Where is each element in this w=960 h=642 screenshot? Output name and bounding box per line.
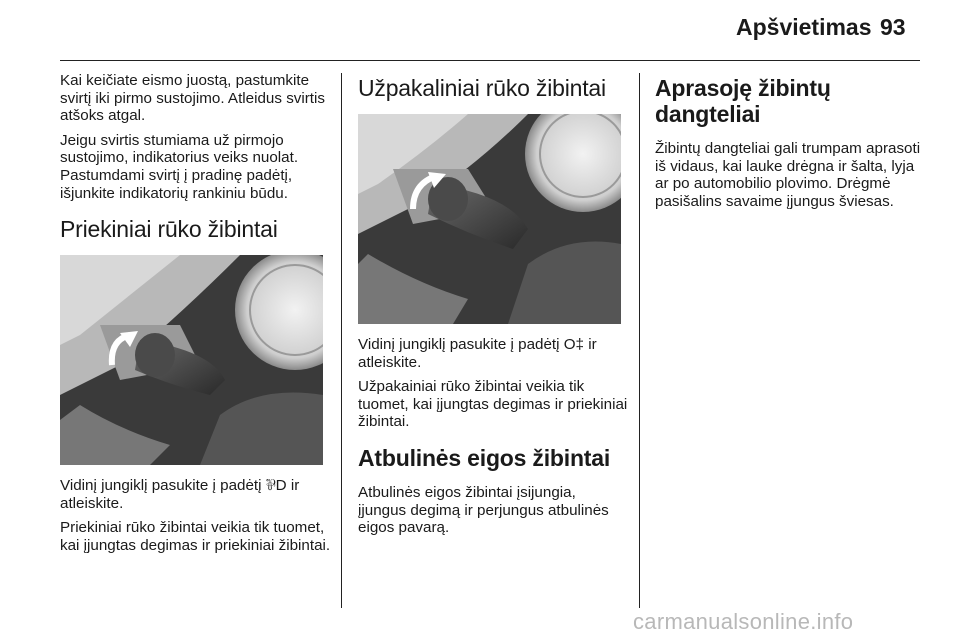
rear-fog-switch-photo (358, 114, 621, 324)
column-left (60, 72, 335, 562)
column-divider (341, 73, 342, 608)
paragraph: Vidinį jungiklį pasukite į padėtį O‡ ir atleiskite. (358, 336, 597, 371)
page-header (0, 0, 960, 60)
section-heading-misted-covers: Aprasoję žibintų dangteliai (655, 75, 831, 127)
section-heading-front-fog: Priekiniai rūko žibintai (60, 216, 278, 243)
paragraph: Užpakainiai rūko žibintai veikia tik tuomet, kai įjungtas degimas ir priekiniai žibintai. (358, 378, 628, 431)
section-heading-reversing-lights: Atbulinės eigos žibintai (358, 444, 611, 471)
column-divider (639, 73, 640, 608)
paragraph: Žibintų dangteliai gali trumpam aprasoti iš vidaus, kai lauke drėgna ir šalta, lyja ar po automobilio plovimo. Drėgmė pasišalins savaime įjungus šviesas. (655, 140, 921, 210)
watermark: carmanualsonline.info (633, 609, 854, 634)
paragraph: Vidinį jungiklį pasukite į padėtį ⅌D ir atleiskite. (60, 477, 300, 512)
paragraph: Priekiniai rūko žibintai veikia tik tuomet, kai įjungtas degimas ir priekiniai žibintai. (60, 519, 331, 554)
paragraph: Kai keičiate eismo juostą, pastumkite svirtį iki pirmo sustojimo. Atleidus svirtis atšoks atgal. (60, 72, 325, 125)
section-heading-rear-fog: Užpakaliniai rūko žibintai (358, 75, 606, 101)
front-fog-switch-photo (60, 255, 323, 465)
paragraph: Atbulinės eigos žibintai įsijungia, įjungus degimą ir perjungus atbulinės eigos pavarą. (358, 483, 609, 537)
page-number: 93 (880, 14, 906, 40)
header-rule (60, 60, 920, 61)
paragraph: Jeigu svirtis stumiama už pirmojo sustojimo, indikatorius veiks nuolat. Pastumdami svirtį į pradinę padėtį, išjunkite indikatorių rankiniu būdu. (60, 131, 299, 202)
column-right (655, 72, 925, 217)
column-middle (358, 72, 628, 544)
page-title: Apšvietimas (736, 14, 872, 40)
